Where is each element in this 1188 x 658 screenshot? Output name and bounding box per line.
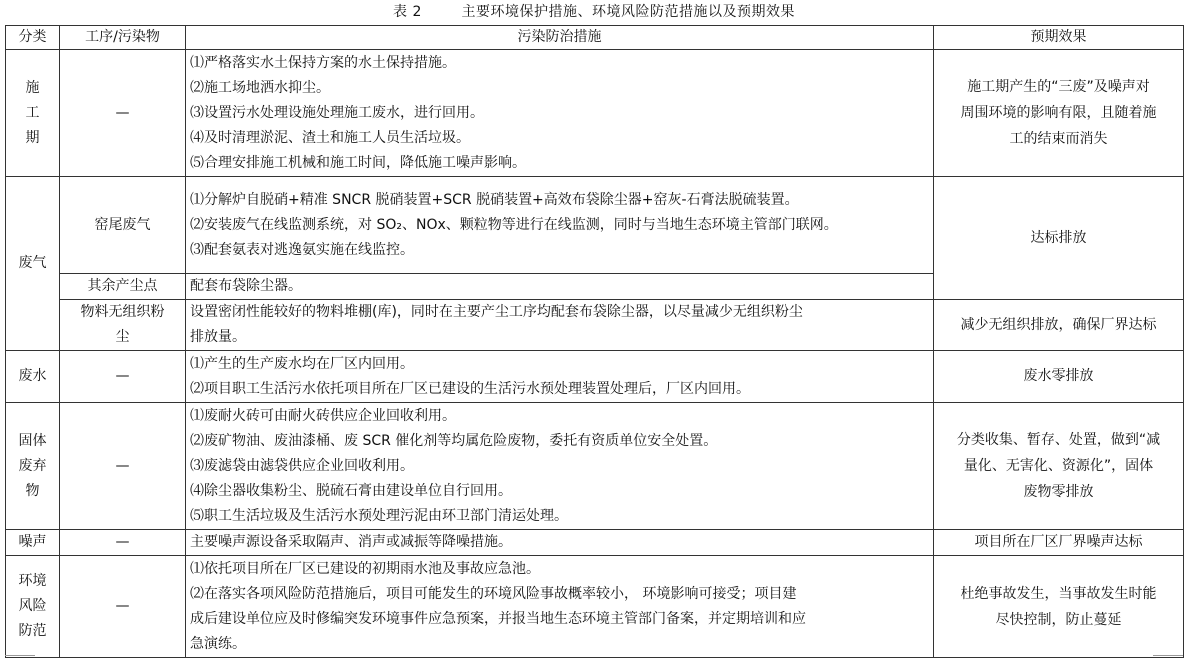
table-row-material-dust <box>6 300 1184 351</box>
process-waste-water: — <box>60 351 186 403</box>
effect-construction: 施工期产生的“三废”及噪声对 周围环境的影响有限，且随着施 工的结束而消失 <box>934 50 1184 177</box>
category-waste-gas: 废气 <box>6 177 60 351</box>
category-waste-water: 废水 <box>6 351 60 403</box>
table-row-solid-waste <box>6 403 1184 530</box>
header-measures: 污染防治措施 <box>186 26 934 50</box>
header-category: 分类 <box>6 26 60 50</box>
measures-table <box>5 25 1184 658</box>
header-row <box>6 26 1184 50</box>
table-row-kiln-gas <box>6 177 1184 274</box>
effect-risk: 杜绝事故发生，当事故发生时能 尽快控制，防止蔓延 <box>934 556 1184 658</box>
table-caption: 表 2 主要环境保护措施、环境风险防范措施以及预期效果 <box>393 4 795 20</box>
category-risk: 环境 风险 防范 <box>6 556 60 658</box>
process-risk: — <box>60 556 186 658</box>
effect-material-dust: 减少无组织排放，确保厂界达标 <box>934 300 1184 351</box>
measures-solid-waste: ⑴废耐火砖可由耐火砖供应企业回收利用。 ⑵废矿物油、废油漆桶、废 SCR 催化剂等均属危险废物，委托有资质单位安全处置。 ⑶废滤袋由滤袋供应企业回收利用。 ⑷除尘器收集粉尘、脱硫石膏由建设单位自行回用。 ⑸职工生活垃圾及生活污水预处理污泥由环卫部门清运处理。 <box>186 403 934 530</box>
page-edge-mark-right <box>1153 655 1183 656</box>
category-noise: 噪声 <box>6 530 60 556</box>
measures-kiln-gas: ⑴分解炉自脱硝+精准 SNCR 脱硝装置+SCR 脱硝装置+高效布袋除尘器+窑灰-石膏法脱硫装置。 ⑵安装废气在线监测系统，对 SO₂、NOx、颗粒物等进行在线监测，同时与当地生态环境主管部门联网。 ⑶配套氨表对逃逸氨实施在线监控。 <box>186 177 934 274</box>
measures-other-dust: 配套布袋除尘器。 <box>186 274 934 300</box>
measures-construction: ⑴严格落实水土保持方案的水土保持措施。 ⑵施工场地洒水抑尘。 ⑶设置污水处理设施处理施工废水，进行回用。 ⑷及时清理淤泥、渣土和施工人员生活垃圾。 ⑸合理安排施工机械和施工时间，降低施工噪声影响。 <box>186 50 934 177</box>
measures-noise: 主要噪声源设备采取隔声、消声或减振等降噪措施。 <box>186 530 934 556</box>
process-solid-waste: — <box>60 403 186 530</box>
table-row-construction <box>6 50 1184 177</box>
measures-material-dust: 设置密闭性能较好的物料堆棚(库)，同时在主要产尘工序均配套布袋除尘器，以尽量减少无组织粉尘 排放量。 <box>186 300 934 351</box>
effect-waste-gas: 达标排放 <box>934 177 1184 300</box>
effect-solid-waste: 分类收集、暂存、处置，做到“减 量化、无害化、资源化”，固体 废物零排放 <box>934 403 1184 530</box>
effect-waste-water: 废水零排放 <box>934 351 1184 403</box>
process-kiln-gas: 窑尾废气 <box>60 177 186 274</box>
category-construction: 施 工 期 <box>6 50 60 177</box>
category-solid-waste: 固体 废弃 物 <box>6 403 60 530</box>
process-noise: — <box>60 530 186 556</box>
page-edge-mark-left <box>5 655 35 656</box>
table-row-risk <box>6 556 1184 658</box>
effect-noise: 项目所在厂区厂界噪声达标 <box>934 530 1184 556</box>
process-other-dust: 其余产尘点 <box>60 274 186 300</box>
table-row-noise <box>6 530 1184 556</box>
measures-risk: ⑴依托项目所在厂区已建设的初期雨水池及事故应急池。 ⑵在落实各项风险防范措施后，项目可能发生的环境风险事故概率较小， 环境影响可接受；项目建 成后建设单位应及时修编突发环境事件应急预案，并报当地生态环境主管部门备案，并定期培训和应 急演练。 <box>186 556 934 658</box>
table-row-waste-water <box>6 351 1184 403</box>
process-material-dust: 物料无组织粉 尘 <box>60 300 186 351</box>
header-effect: 预期效果 <box>934 26 1184 50</box>
header-process: 工序/污染物 <box>60 26 186 50</box>
measures-waste-water: ⑴产生的生产废水均在厂区内回用。 ⑵项目职工生活污水依托项目所在厂区已建设的生活污水预处理装置处理后，厂区内回用。 <box>186 351 934 403</box>
process-construction: — <box>60 50 186 177</box>
